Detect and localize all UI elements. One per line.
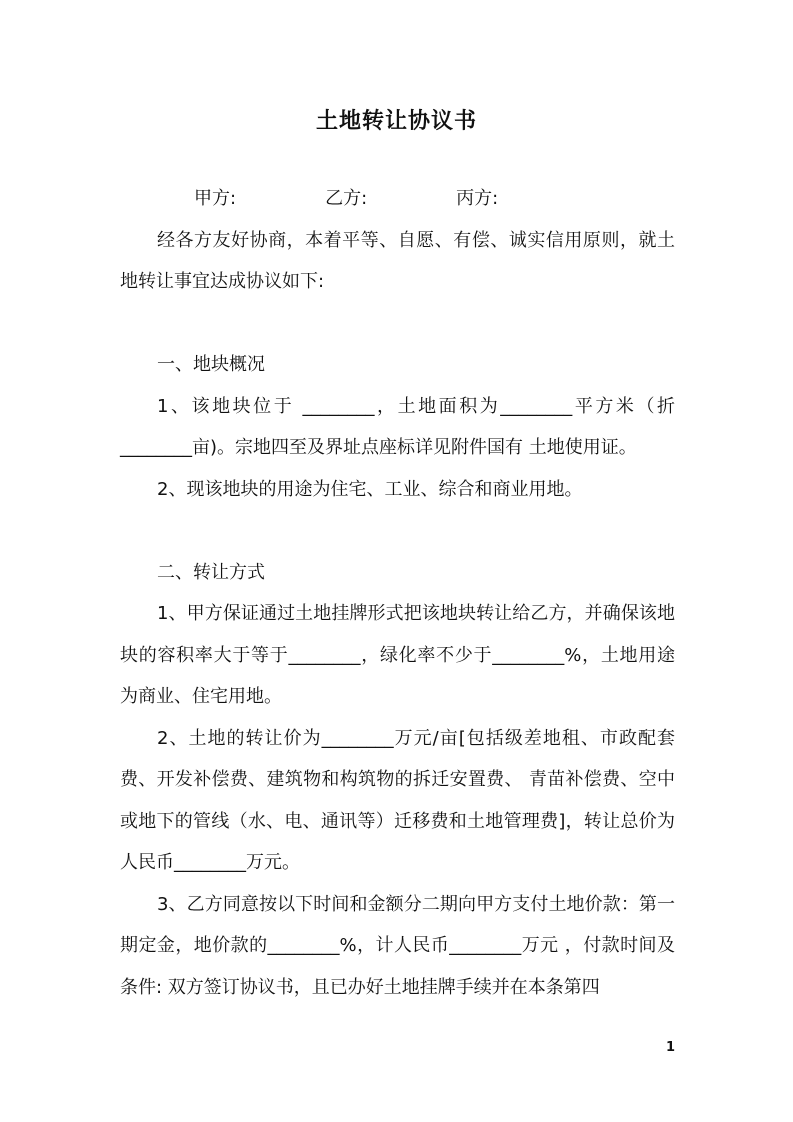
parties-line	[120, 178, 675, 220]
party-c-label: 丙方:	[456, 188, 499, 209]
page-number: 1	[665, 1040, 675, 1055]
section-2-item-3: 3、乙方同意按以下时间和金额分二期向甲方支付土地价款：第一期定金，地价款的________%，计人民币________万元 ，付款时间及条件: 双方签订协议书，且已办好土地挂牌手续并在本条第四	[120, 893, 675, 998]
party-b-label: 乙方:	[325, 188, 368, 209]
section-2-item-1: 1、甲方保证通过土地挂牌形式把该地块转让给乙方，并确保该地块的容积率大于等于________，绿化率不少于________%，土地用途为商业、住宅用地。	[120, 603, 675, 707]
section-1-item-1: 1、该地块位于 ________，土地面积为________平方米（折________亩)。宗地四至及界址点座标详见附件国有 土地使用证。	[120, 395, 675, 458]
document-body	[120, 178, 675, 1008]
section-2-heading: 二、转让方式	[157, 561, 265, 583]
section-1-heading: 一、地块概况	[157, 354, 265, 375]
document-title: 土地转让协议书	[315, 109, 477, 134]
preamble-paragraph: 经各方友好协商，本着平等、自愿、有偿、诚实信用原则，就土地转让事宜达成协议如下:	[120, 229, 675, 292]
party-a-label: 甲方:	[194, 188, 237, 209]
section-1-item-2: 2、现该地块的用途为住宅、工业、综合和商业用地。	[157, 478, 583, 500]
section-2-item-2: 2、土地的转让价为________万元/亩[包括级差地租、市政配套费、开发补偿费、建筑物和构筑物的拆迁安置费、 青苗补偿费、空中或地下的管线（水、电、通讯等）迁移费和土地管理费]，转让总价为人民币________万元。	[120, 727, 675, 873]
